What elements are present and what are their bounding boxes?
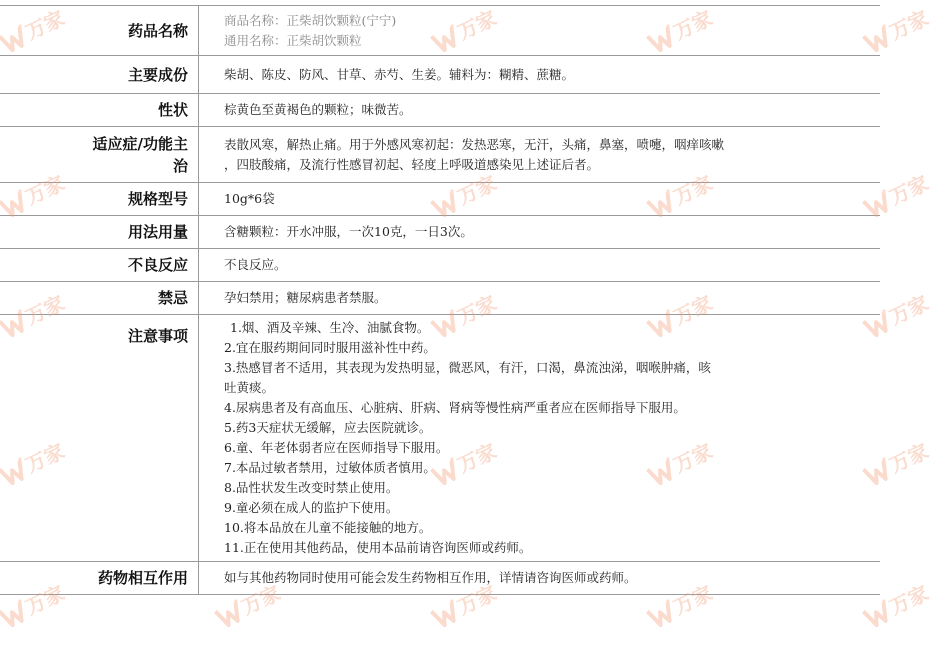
watermark-brand-text: 万家 — [669, 290, 717, 330]
watermark-brand-text: 万家 — [885, 438, 933, 478]
generic-name: 通用名称：正柴胡饮颗粒 — [224, 32, 362, 48]
watermark-brand-text: 万家 — [669, 170, 717, 210]
precaution-item: 11.正在使用其他药品，使用本品前请咨询医师或药师。 — [224, 540, 532, 555]
value-interactions: 如与其他药物同时使用可能会发生药物相互作用，详情请咨询医师或药师。 — [199, 562, 881, 595]
precaution-item: 6.童、年老体弱者应在医师指导下服用。 — [224, 440, 449, 455]
indications-line2: ，四肢酸痛，及流行性感冒初起、轻度上呼吸道感染见上述证后者。 — [224, 156, 600, 172]
watermark-brand-text: 万家 — [453, 580, 501, 620]
label-adverse: 不良反应 — [0, 249, 199, 282]
row-interactions — [0, 562, 880, 595]
value-spec: 10g*6袋 — [199, 183, 881, 216]
watermark-brand-text: 万家 — [453, 5, 501, 45]
watermark-brand-text: 万家 — [669, 5, 717, 45]
watermark-brand-text: 万家 — [885, 5, 933, 45]
watermark-brand-text: 万家 — [885, 290, 933, 330]
label-drug-name: 药品名称 — [0, 6, 199, 56]
precaution-item: 10.将本品放在儿童不能接触的地方。 — [224, 520, 432, 535]
precaution-item: 7.本品过敏者禁用，过敏体质者慎用。 — [224, 460, 436, 475]
watermark-brand-text: 万家 — [453, 290, 501, 330]
watermark-brand-text: 万家 — [21, 580, 69, 620]
precaution-item: 5.药3天症状无缓解，应去医院就诊。 — [224, 420, 432, 435]
watermark-brand-text: 万家 — [237, 580, 285, 620]
row-adverse — [0, 249, 880, 282]
precaution-item: 9.童必须在成人的监护下使用。 — [224, 500, 399, 515]
row-appearance — [0, 94, 880, 127]
indications-line1: 表散风寒，解热止痛。用于外感风寒初起：发热恶寒，无汗，头痛，鼻塞，喷嚏，咽痒咳嗽 — [224, 136, 725, 152]
row-indications — [0, 127, 880, 183]
watermark-brand-text: 万家 — [453, 170, 501, 210]
precaution-item: 2.宜在服药期间同时服用滋补性中药。 — [224, 340, 436, 355]
value-contraindications: 孕妇禁用；糖尿病患者禁服。 — [199, 282, 881, 315]
precaution-item: 8.品性状发生改变时禁止使用。 — [224, 480, 399, 495]
precaution-item: 4.尿病患者及有高血压、心脏病、肝病、肾病等慢性病严重者应在医师指导下服用。 — [224, 400, 686, 415]
precaution-item: 1.烟、酒及辛辣、生冷、油腻食物。 — [230, 320, 430, 335]
value-drug-name — [199, 6, 881, 56]
precaution-item: 3.热感冒者不适用，其表现为发热明显，微恶风，有汗，口渴，鼻流浊涕，咽喉肿痛，咳 — [224, 360, 711, 375]
label-appearance: 性状 — [0, 94, 199, 127]
row-spec — [0, 183, 880, 216]
precautions-list — [224, 318, 784, 558]
watermark-brand-text: 万家 — [21, 170, 69, 210]
label-spec: 规格型号 — [0, 183, 199, 216]
label-ingredients: 主要成份 — [0, 56, 199, 94]
label-interactions: 药物相互作用 — [0, 562, 199, 595]
watermark-brand-text: 万家 — [21, 438, 69, 478]
label-dosage: 用法用量 — [0, 216, 199, 249]
watermark-brand-text: 万家 — [21, 5, 69, 45]
value-adverse: 不良反应。 — [199, 249, 881, 282]
value-indications — [199, 127, 881, 183]
label-indications-line1: 适应症/功能主 — [92, 134, 188, 153]
trade-name: 商品名称：正柴胡饮颗粒(宁宁) — [224, 12, 397, 28]
row-drug-name — [0, 6, 880, 56]
row-precautions — [0, 315, 880, 562]
label-indications — [0, 127, 199, 183]
label-precautions: 注意事项 — [0, 315, 199, 562]
value-appearance: 棕黄色至黄褐色的颗粒；味微苦。 — [199, 94, 881, 127]
row-ingredients — [0, 56, 880, 94]
watermark-brand-text: 万家 — [885, 580, 933, 620]
drug-info-table — [0, 5, 880, 595]
row-dosage — [0, 216, 880, 249]
value-dosage: 含糖颗粒：开水冲服，一次10克，一日3次。 — [199, 216, 881, 249]
row-contraindications — [0, 282, 880, 315]
watermark-brand-text: 万家 — [453, 438, 501, 478]
label-contraindications: 禁忌 — [0, 282, 199, 315]
value-ingredients: 柴胡、陈皮、防风、甘草、赤芍、生姜。辅料为：糊精、蔗糖。 — [199, 56, 881, 94]
value-precautions — [199, 315, 881, 562]
label-indications-line2: 治 — [172, 156, 188, 175]
watermark-brand-text: 万家 — [885, 170, 933, 210]
precaution-item: 吐黄痰。 — [224, 380, 275, 395]
drug-info-sheet — [0, 5, 880, 595]
watermark-brand-text: 万家 — [21, 290, 69, 330]
watermark-brand-text: 万家 — [669, 580, 717, 620]
watermark-brand-text: 万家 — [669, 438, 717, 478]
